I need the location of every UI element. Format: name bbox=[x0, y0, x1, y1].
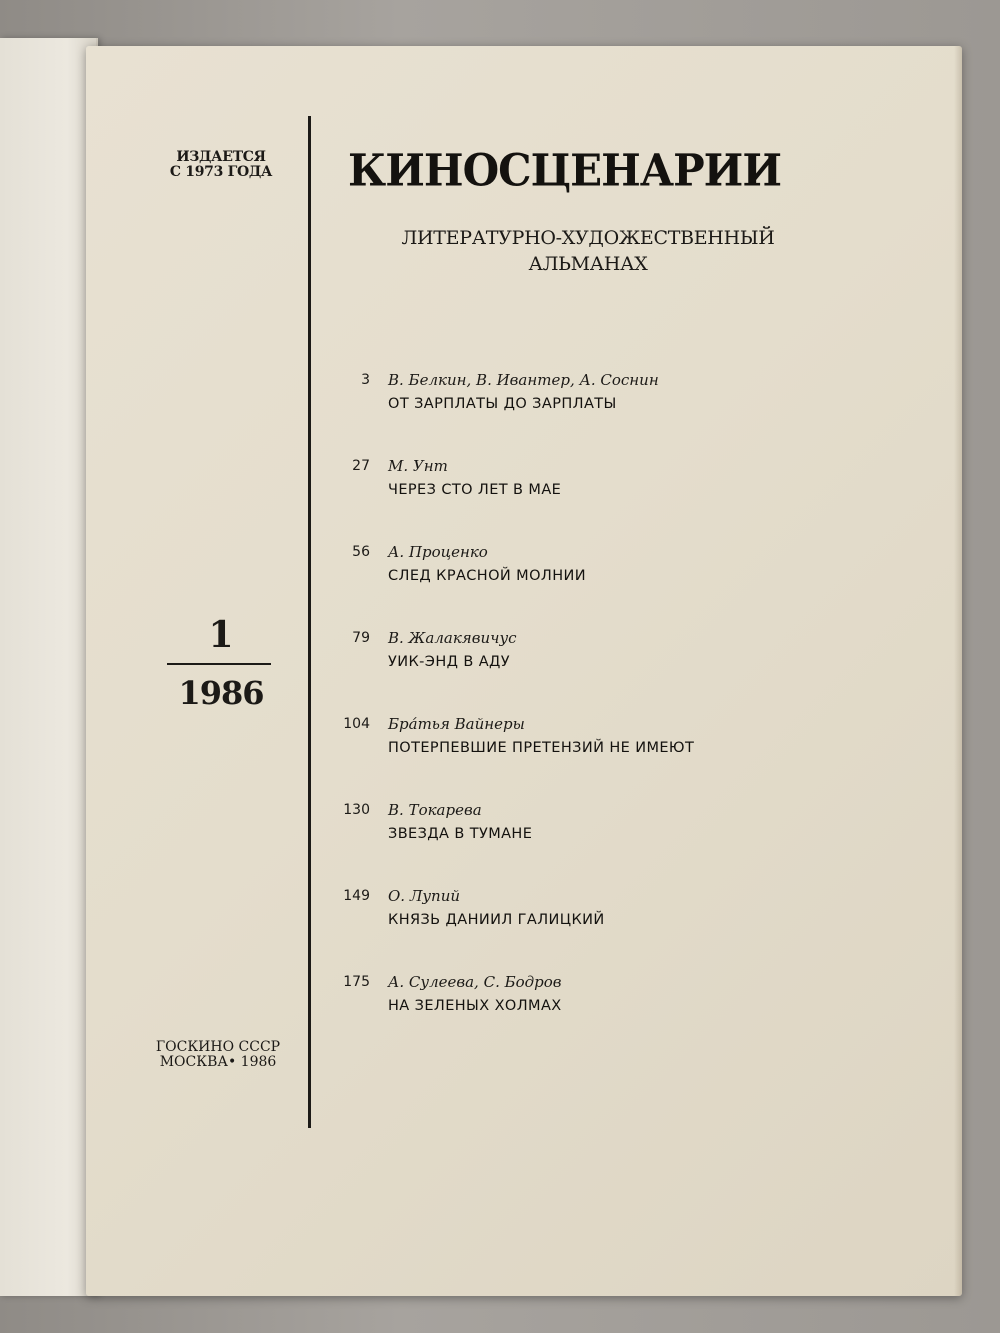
toc-entry bbox=[316, 630, 936, 716]
subtitle-line-2: АЛЬМАНАХ bbox=[528, 252, 648, 275]
toc-work-title: ЧЕРЕЗ СТО ЛЕТ В МАЕ bbox=[388, 482, 562, 498]
page-subtitle bbox=[348, 226, 828, 277]
publisher-line-2: МОСКВА• 1986 bbox=[159, 1054, 277, 1071]
toc-page-number: 79 bbox=[352, 630, 370, 646]
toc-work-title: СЛЕД КРАСНОЙ МОЛНИИ bbox=[388, 568, 587, 584]
back-page bbox=[0, 38, 98, 1296]
toc-entry bbox=[316, 544, 936, 630]
toc-author: В. Токарева bbox=[388, 801, 482, 819]
toc-page-number: 149 bbox=[343, 888, 370, 904]
toc-author: А. Сулеева, С. Бодров bbox=[388, 973, 562, 991]
toc-page-number: 130 bbox=[343, 802, 370, 818]
toc-entry bbox=[316, 458, 936, 544]
toc-page-number: 56 bbox=[352, 544, 370, 560]
toc-entry bbox=[316, 716, 936, 802]
vertical-rule bbox=[308, 116, 311, 1128]
published-line-1: ИЗДАЕТСЯ bbox=[176, 149, 266, 165]
toc-author: О. Лупий bbox=[388, 887, 461, 905]
toc-entry bbox=[316, 802, 936, 888]
toc-entry bbox=[316, 888, 936, 974]
toc-author: Бра́тья Вайнеры bbox=[388, 715, 525, 733]
table-of-contents bbox=[316, 372, 936, 1060]
toc-entry bbox=[316, 372, 936, 458]
toc-page-number: 104 bbox=[343, 716, 370, 732]
issue-divider bbox=[167, 663, 271, 665]
published-since bbox=[156, 150, 286, 181]
page-title: КИНОСЦЕНАРИИ bbox=[348, 144, 782, 197]
toc-page-number: 3 bbox=[361, 372, 370, 388]
publisher-line-1: ГОСКИНО СССР bbox=[155, 1039, 281, 1055]
toc-author: М. Унт bbox=[388, 457, 448, 475]
toc-work-title: ОТ ЗАРПЛАТЫ ДО ЗАРПЛАТЫ bbox=[388, 396, 617, 412]
toc-work-title: УИК-ЭНД В АДУ bbox=[388, 654, 511, 670]
page-edge-shadow bbox=[954, 46, 962, 1296]
toc-author: А. Проценко bbox=[388, 543, 488, 561]
title-page bbox=[86, 46, 962, 1296]
toc-work-title: КНЯЗЬ ДАНИИЛ ГАЛИЦКИЙ bbox=[388, 912, 605, 928]
toc-entry bbox=[316, 974, 936, 1060]
subtitle-line-1: ЛИТЕРАТУРНО-ХУДОЖЕСТВЕННЫЙ bbox=[401, 227, 775, 249]
issue-year: 1986 bbox=[178, 674, 264, 712]
published-line-2: С 1973 ГОДА bbox=[169, 164, 273, 181]
toc-work-title: ЗВЕЗДА В ТУМАНЕ bbox=[388, 826, 533, 842]
toc-author: В. Белкин, В. Ивантер, А. Соснин bbox=[388, 371, 659, 389]
toc-page-number: 27 bbox=[352, 458, 370, 474]
toc-work-title: НА ЗЕЛЕНЫХ ХОЛМАХ bbox=[388, 998, 562, 1014]
toc-author: В. Жалакявичус bbox=[388, 629, 517, 647]
toc-page-number: 175 bbox=[343, 974, 370, 990]
issue-number: 1 bbox=[208, 614, 234, 656]
publisher bbox=[144, 1040, 292, 1071]
toc-work-title: ПОТЕРПЕВШИЕ ПРЕТЕНЗИЙ НЕ ИМЕЮТ bbox=[388, 740, 695, 756]
